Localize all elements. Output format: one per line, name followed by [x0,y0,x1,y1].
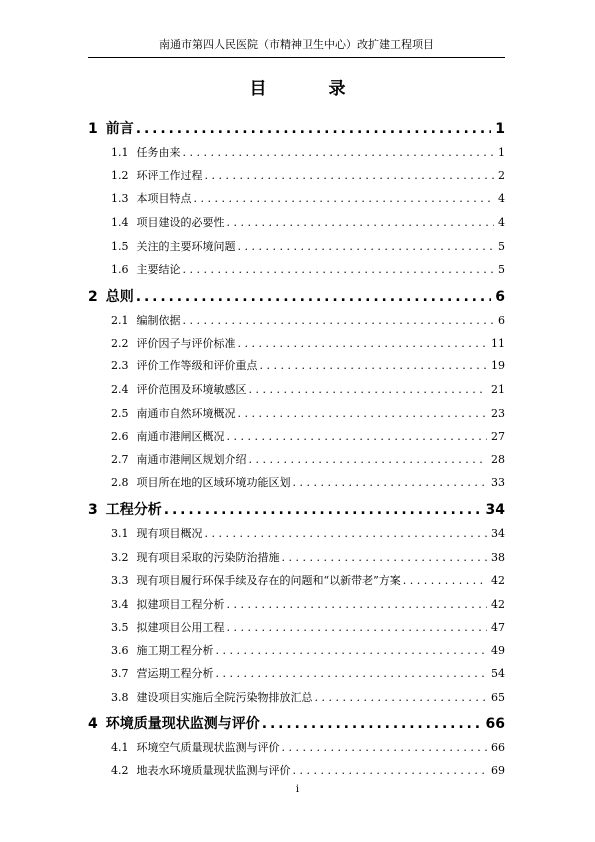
toc-entry-title: 营运期工程分析 [136,667,214,680]
toc-section-entry[interactable] [111,312,505,328]
dot-leader [194,192,495,205]
toc-entry-number: 1 [88,121,98,137]
toc-section-entry[interactable] [111,451,505,467]
toc-entry-title: 主要结论 [136,263,181,276]
toc-entry-page: 21 [491,383,505,396]
toc-entry-title: 拟建项目工程分析 [136,598,225,611]
dot-leader [238,337,488,350]
dot-leader [293,476,488,489]
dot-leader [136,289,492,305]
toc-section-entry[interactable] [111,381,505,397]
toc-entry-page: 6 [498,314,505,327]
toc-entry-page: 2 [498,169,505,182]
toc-entry-title: 评价工作等级和评价重点 [136,359,258,372]
toc-entry-title: 评价范围及环境敏感区 [136,383,247,396]
toc-section-entry[interactable] [111,689,505,705]
toc-entry-page: 4 [498,216,505,229]
toc-entry-title: 南通市自然环境概况 [136,407,236,420]
toc-section-entry[interactable] [111,596,505,612]
toc-entry-title: 南通市港闸区规划介绍 [136,453,247,466]
toc-chapter-entry[interactable] [88,713,505,733]
toc-entry-number: 2.2 [111,337,129,350]
toc-entry-title: 总则 [105,289,134,305]
toc-entry-number: 4.2 [111,764,129,777]
toc-title: 目 录 [249,79,374,99]
toc-entry-number: 3.4 [111,598,129,611]
toc-section-entry[interactable] [111,619,505,635]
toc-entry-number: 2.3 [111,359,129,372]
toc-entry-title: 前言 [105,121,134,137]
toc-entry-number: 1.6 [111,263,129,276]
toc-section-entry[interactable] [111,549,505,565]
toc-entry-page: 54 [491,667,505,680]
dot-leader [282,551,488,564]
toc-entry-title: 关注的主要环境问题 [136,240,236,253]
dot-leader [216,644,488,657]
toc-entry-title: 施工期工程分析 [136,644,214,657]
toc-entry-page: 5 [498,240,505,253]
dot-leader [205,169,495,182]
toc-section-entry[interactable] [111,762,505,778]
toc-entry-number: 3.1 [111,527,129,540]
toc-section-entry[interactable] [111,357,505,373]
toc-entry-page: 69 [491,764,505,777]
toc-section-entry[interactable] [111,642,505,658]
dot-leader [403,574,487,587]
dot-leader [249,383,488,396]
toc-entry-page: 42 [491,598,505,611]
toc-entry-title: 环评工作过程 [136,169,203,182]
toc-entry-page: 23 [491,407,505,420]
toc-chapter-entry[interactable] [88,286,505,306]
toc-entry-page: 34 [485,502,505,518]
toc-entry-number: 1.4 [111,216,129,229]
toc-section-entry[interactable] [111,739,505,755]
toc-entry-page: 34 [491,527,505,540]
toc-entry-number: 3.3 [111,574,129,587]
toc-entry-number: 1.5 [111,240,129,253]
toc-entry-page: 66 [491,741,505,754]
toc-section-entry[interactable] [111,572,505,588]
toc-entry-title: 地表水环境质量现状监测与评价 [136,764,291,777]
toc-entry-title: 拟建项目公用工程 [136,621,225,634]
toc-entry-page: 6 [495,289,505,305]
toc-entry-number: 2.1 [111,314,129,327]
toc-section-entry[interactable] [111,144,505,160]
toc-entry-page: 1 [495,121,505,137]
dot-leader [227,430,488,443]
toc-section-entry[interactable] [111,405,505,421]
header-rule [88,57,505,58]
toc-entry-page: 27 [491,430,505,443]
toc-entry-number: 3.6 [111,644,129,657]
toc-entry-number: 2.6 [111,430,129,443]
toc-entry-number: 2.4 [111,383,129,396]
toc-entry-page: 4 [498,192,505,205]
toc-entry-number: 3.7 [111,667,129,680]
toc-entry-title: 现有项目履行环保手续及存在的问题和“以新带老”方案 [136,574,401,587]
toc-section-entry[interactable] [111,428,505,444]
dot-leader [238,407,488,420]
toc-section-entry[interactable] [111,238,505,254]
toc-section-entry[interactable] [111,665,505,681]
toc-entry-number: 3 [88,502,98,518]
dot-leader [205,527,488,540]
dot-leader [282,741,488,754]
toc-entry-number: 4 [88,716,98,732]
dot-leader [238,240,495,253]
toc-entry-title: 现有项目概况 [136,527,203,540]
toc-entry-page: 33 [491,476,505,489]
toc-entry-title: 编制依据 [136,314,181,327]
toc-entry-title: 本项目特点 [136,192,192,205]
toc-section-entry[interactable] [111,525,505,541]
toc-entry-page: 47 [491,621,505,634]
toc-section-entry[interactable] [111,167,505,183]
toc-entry-number: 1.3 [111,192,129,205]
dot-leader [183,263,495,276]
dot-leader [164,502,482,518]
dot-leader [136,121,492,137]
toc-entry-number: 4.1 [111,741,129,754]
toc-entry-page: 65 [491,691,505,704]
toc-entry-title: 项目所在地的区域环境功能区划 [136,476,291,489]
dot-leader [315,691,488,704]
toc-entry-number: 3.2 [111,551,129,564]
dot-leader [260,359,488,372]
toc-section-entry[interactable] [111,474,505,490]
dot-leader [227,598,488,611]
toc-entry-page: 11 [491,337,505,350]
toc-entry-title: 评价因子与评价标准 [136,337,236,350]
toc-entry-page: 66 [485,716,505,732]
toc-section-entry[interactable] [111,190,505,206]
toc-section-entry[interactable] [111,261,505,277]
dot-leader [216,667,488,680]
toc-chapter-entry[interactable] [88,499,505,519]
toc-entry-page: 42 [491,574,505,587]
toc-entry-number: 2.7 [111,453,129,466]
dot-leader [293,764,488,777]
toc-entry-number: 3.5 [111,621,129,634]
toc-chapter-entry[interactable] [88,118,505,138]
dot-leader [183,314,495,327]
toc-entry-title: 任务由来 [136,146,181,159]
dot-leader [227,621,488,634]
dot-leader [249,453,488,466]
toc-entry-page: 28 [491,453,505,466]
toc-entry-number: 2.5 [111,407,129,420]
toc-entry-number: 3.8 [111,691,129,704]
running-header: 南通市第四人民医院（市精神卫生中心）改扩建工程项目 [159,38,434,51]
toc-entry-page: 49 [491,644,505,657]
toc-entry-title: 环境空气质量现状监测与评价 [136,741,280,754]
toc-entry-page: 19 [491,359,505,372]
toc-entry-title: 建设项目实施后全院污染物排放汇总 [136,691,313,704]
page-number: i [295,784,300,795]
toc-entry-title: 项目建设的必要性 [136,216,225,229]
toc-entry-page: 1 [498,146,505,159]
toc-entry-title: 环境质量现状监测与评价 [105,716,260,732]
toc-entry-number: 1.2 [111,169,129,182]
toc-entry-page: 38 [491,551,505,564]
toc-entry-number: 1.1 [111,146,129,159]
dot-leader [183,146,495,159]
dot-leader [262,716,482,732]
toc-entry-page: 5 [498,263,505,276]
toc-entry-number: 2.8 [111,476,129,489]
toc-entry-number: 2 [88,289,98,305]
toc-entry-title: 工程分析 [105,502,162,518]
toc-entry-title: 南通市港闸区概况 [136,430,225,443]
toc-section-entry[interactable] [111,335,505,351]
dot-leader [227,216,495,229]
toc-section-entry[interactable] [111,214,505,230]
toc-entry-title: 现有项目采取的污染防治措施 [136,551,280,564]
